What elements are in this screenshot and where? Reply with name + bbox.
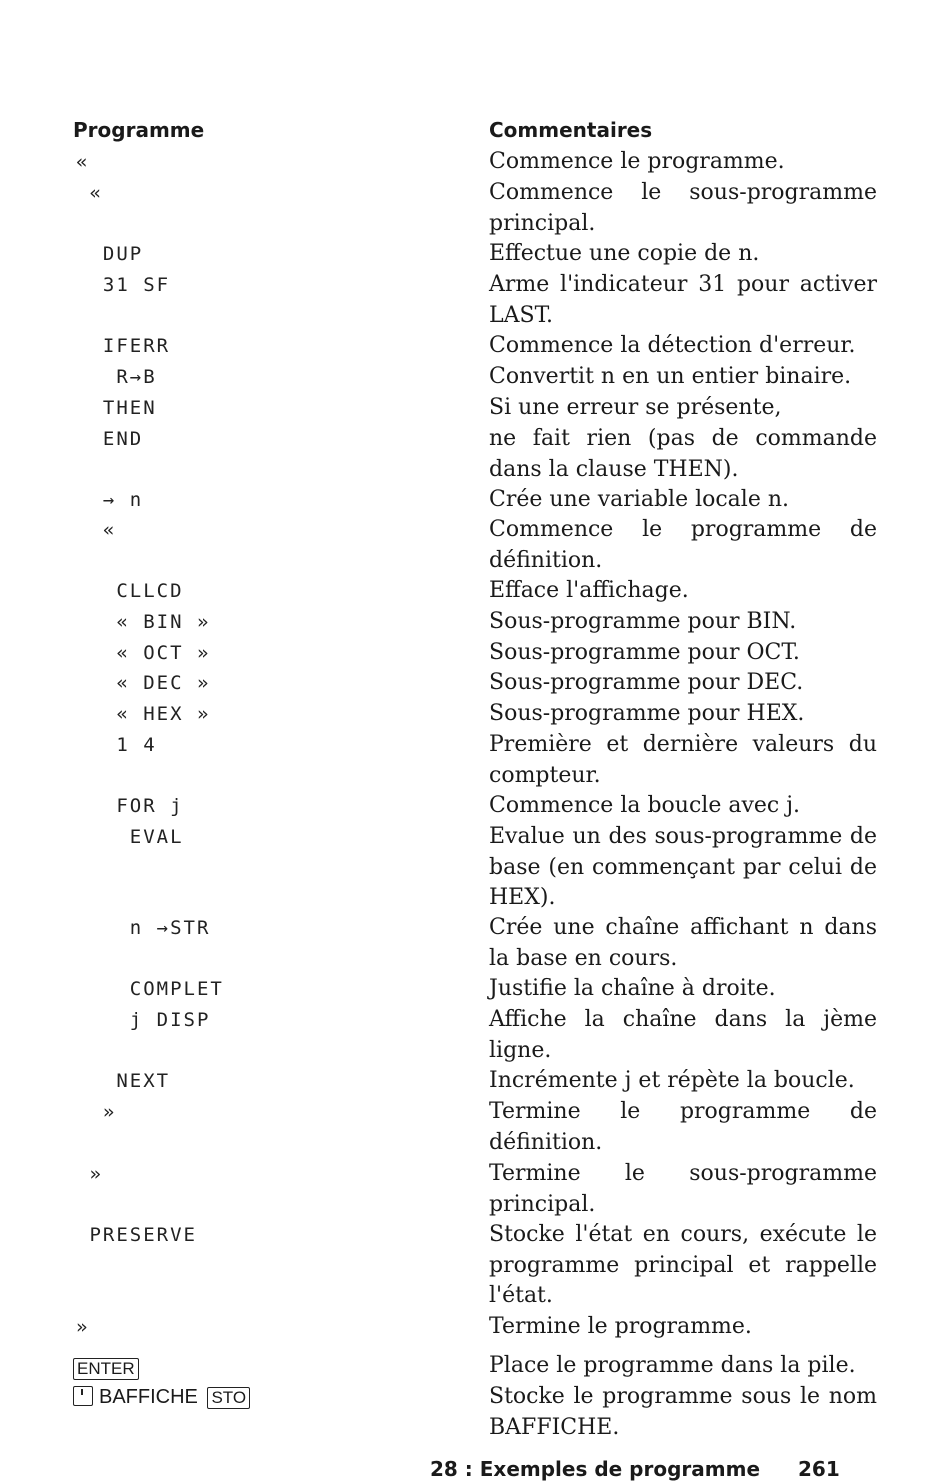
code-line: FOR j (76, 795, 184, 817)
code-line: » (76, 1316, 90, 1338)
comment-text: Crée une variable locale n. (489, 487, 790, 512)
code-line: IFERR (76, 335, 171, 357)
comment-text: Termine le sous-programme principal. (489, 1161, 877, 1217)
comment-text: Sous-programme pour BIN. (489, 609, 797, 634)
code-line: THEN (76, 397, 157, 419)
comment-text: Commence le programme de définition. (489, 517, 877, 573)
comment-text: Crée une chaîne affichant n dans la base en cours. (489, 915, 877, 971)
code-line: « DEC » (76, 672, 211, 694)
comment-text: Evalue un des sous-programme de base (en commençant par celui de HEX). (489, 824, 877, 911)
page-footer (430, 1457, 840, 1481)
comment-text: Convertit n en un entier binaire. (489, 364, 852, 389)
comments-column-header: Commentaires (489, 118, 653, 142)
comment-text: Effectue une copie de n. (489, 241, 760, 266)
comment-text: Termine le programme. (489, 1314, 752, 1339)
comment-text: Affiche la chaîne dans la jème ligne. (489, 1007, 877, 1063)
sto-key: STO (207, 1387, 250, 1409)
program-column-header: Programme (73, 118, 205, 142)
comment-text: Sous-programme pour HEX. (489, 701, 805, 726)
comment-text: Commence la boucle avec j. (489, 793, 801, 818)
code-line: 31 SF (76, 274, 171, 296)
code-line: « (76, 182, 103, 204)
comment-text: Commence le sous-programme principal. (489, 180, 877, 236)
code-line: PRESERVE (76, 1224, 197, 1246)
comment-text: Arme l'indicateur 31 pour activer LAST. (489, 272, 877, 328)
comment-text: Commence le programme. (489, 149, 785, 174)
comment-text: Justifie la chaîne à droite. (489, 976, 776, 1001)
comment-text: Termine le programme de définition. (489, 1099, 877, 1155)
enter-comment: Place le programme dans la pile. (489, 1353, 856, 1378)
code-line: COMPLET (76, 978, 224, 1000)
code-line: « BIN » (76, 611, 211, 633)
chapter-title: 28 : Exemples de programme (430, 1457, 761, 1481)
code-line: CLLCD (76, 580, 184, 602)
page-number: 261 (798, 1457, 840, 1481)
code-line: » (76, 1163, 103, 1185)
comment-text: Sous-programme pour DEC. (489, 670, 804, 695)
code-line: DUP (76, 243, 144, 265)
code-line: R→B (76, 366, 157, 388)
comment-text: Stocke l'état en cours, exécute le programme principal et rappelle l'état. (489, 1222, 877, 1309)
apostrophe-key-icon (73, 1386, 93, 1406)
enter-key: ENTER (73, 1358, 139, 1380)
enter-key-line (73, 1355, 139, 1381)
program-name: BAFFICHE (99, 1386, 198, 1408)
code-line: END (76, 428, 144, 450)
code-line: j DISP (76, 1009, 211, 1031)
code-line: n →STR (76, 917, 211, 939)
comment-text: Commence la détection d'erreur. (489, 333, 856, 358)
comment-text: Première et dernière valeurs du compteur. (489, 732, 877, 788)
comment-text: Efface l'affichage. (489, 578, 689, 603)
store-comment: Stocke le programme sous le nom BAFFICHE. (489, 1384, 877, 1440)
code-line: « (76, 151, 90, 173)
comment-text: Incrémente j et répète la boucle. (489, 1068, 855, 1093)
code-line: EVAL (76, 826, 184, 848)
code-line: « HEX » (76, 703, 211, 725)
comment-text: Sous-programme pour OCT. (489, 640, 800, 665)
code-line: NEXT (76, 1070, 171, 1092)
comment-text: ne fait rien (pas de commande dans la clause THEN). (489, 426, 877, 482)
code-line: « (76, 519, 117, 541)
code-line: 1 4 (76, 734, 157, 756)
comment-text: Si une erreur se présente, (489, 395, 782, 420)
code-line: → n (76, 489, 144, 511)
store-key-line (73, 1384, 250, 1410)
code-line: « OCT » (76, 642, 211, 664)
code-line: » (76, 1101, 117, 1123)
